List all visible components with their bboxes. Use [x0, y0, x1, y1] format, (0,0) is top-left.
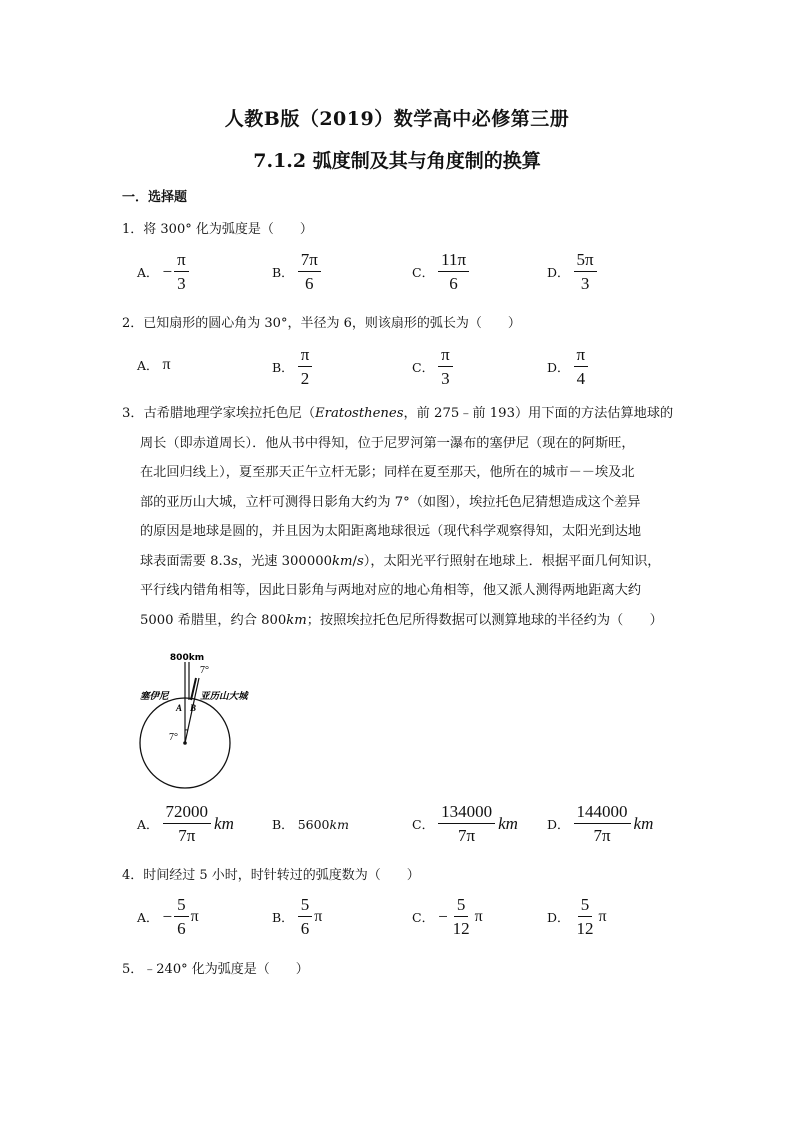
fraction: $\frac{134000}{7\pi}$	[438, 802, 495, 846]
q3-option-b: B． 5600 km	[272, 816, 349, 832]
q2-option-b: B． $\frac{\pi}{2}$	[272, 345, 312, 389]
fraction: $\frac{\pi}{2}$	[298, 345, 313, 389]
city-syene-label: 塞伊尼	[140, 691, 169, 702]
fraction: $\frac{5}{6}$	[298, 895, 313, 939]
q3-line-6: 球表面需要 8.3s，光速 300000km/s），太阳光平行照射在地球上．根据平面几何知识，	[140, 553, 661, 569]
fraction: $\frac{\pi}{3}$	[438, 345, 453, 389]
section-heading: 一．选择题	[122, 190, 188, 205]
fraction: $\frac{11\pi}{6}$	[438, 250, 469, 294]
minus-sign: −	[162, 262, 173, 281]
q2-option-a: A． π	[137, 356, 171, 373]
center-angle-label: 7°	[169, 732, 178, 743]
q1-option-a: A． − $\frac{\pi}{3}$	[137, 250, 189, 294]
fraction: $\frac{5\pi}{3}$	[574, 250, 597, 294]
q3-line-3: 在北回归线上），夏至那天正午立杆无影；同样在夏至那天，他所在的城市－－埃及北	[140, 465, 635, 480]
shadow-angle-label: 7°	[200, 665, 209, 676]
q4-option-b: B． $\frac{5}{6}$ π	[272, 895, 323, 938]
q3-line-4: 部的亚历山大城，立杆可测得日影角大约为 7°（如图），埃拉托色尼猜想造成这个差异	[140, 494, 641, 510]
q2-option-d: D． $\frac{\pi}{4}$	[547, 345, 588, 389]
q5-stem: 5．﹣240° 化为弧度是（ ）	[122, 962, 309, 977]
q4-option-a: A． − $\frac{5}{6}$ π	[137, 895, 199, 938]
q3-stem	[122, 399, 682, 635]
q3-line-8: 5000 希腊里，约合 800km；按照埃拉托色尼所得数据可以测算地球的半径约为（ ）	[140, 612, 663, 628]
q2-stem: 2．已知扇形的圆心角为 30°，半径为 6，则该扇形的弧长为（ ）	[122, 316, 521, 331]
point-b-label: B	[190, 703, 197, 713]
q3-option-a: A． $\frac{72000}{7\pi}$ km	[137, 802, 234, 845]
q1-option-b: B． $\frac{7\pi}{6}$	[272, 250, 321, 294]
q4-option-d: D． $\frac{5}{12}$ π	[547, 895, 607, 938]
fraction: $\frac{144000}{7\pi}$	[574, 802, 631, 846]
city-alexandria-label: 亚历山大城	[200, 691, 248, 702]
fraction: $\frac{\pi}{4}$	[574, 345, 589, 389]
q3-line-7: 平行线内错角相等，因此日影角与两地对应的地心角相等，他又派人测得两地距离大约	[140, 583, 642, 598]
q1-option-c: C． $\frac{11\pi}{6}$	[412, 250, 469, 294]
q1-stem: 1．将 300° 化为弧度是（ ）	[122, 222, 313, 237]
q3-line-1: 3．古希腊地理学家埃拉托色尼（Eratosthenes，前 275﹣前 193）用下面的方法估算地球的	[122, 406, 674, 421]
q3-line-2: 周长（即赤道周长）．他从书中得知，位于尼罗河第一瀑布的塞伊尼（现在的阿斯旺，	[140, 435, 635, 451]
fraction: $\frac{72000}{7\pi}$	[163, 802, 212, 846]
q4-option-c: C． − $\frac{5}{12}$ π	[412, 895, 483, 938]
document-subtitle: 7.1.2 弧度制及其与角度制的换算	[253, 150, 541, 172]
q3-option-d: D． $\frac{144000}{7\pi}$ km	[547, 802, 654, 845]
q3-option-c: C． $\frac{134000}{7\pi}$ km	[412, 802, 518, 845]
q3-line-5: 的原因是地球是圆的，并且因为太阳距离地球很远（现代科学观察得知，太阳光到达地	[140, 524, 642, 539]
q4-stem: 4．时间经过 5 小时，时针转过的弧度数为（ ）	[122, 868, 420, 883]
distance-label: 800km	[169, 653, 205, 663]
fraction: $\frac{5}{12}$	[576, 895, 594, 938]
earth-diagram	[136, 648, 266, 793]
document-title: 人教B版（2019）数学高中必修第三册	[224, 108, 570, 130]
fraction: $\frac{\pi}{3}$	[174, 250, 189, 294]
q2-option-c: C． $\frac{\pi}{3}$	[412, 345, 453, 389]
point-a-label: A	[176, 703, 183, 713]
fraction: $\frac{5}{12}$	[452, 895, 470, 938]
fraction: $\frac{7\pi}{6}$	[298, 250, 321, 294]
earth-center	[183, 741, 187, 745]
fraction: $\frac{5}{6}$	[174, 895, 189, 939]
q1-option-d: D． $\frac{5\pi}{3}$	[547, 250, 597, 294]
